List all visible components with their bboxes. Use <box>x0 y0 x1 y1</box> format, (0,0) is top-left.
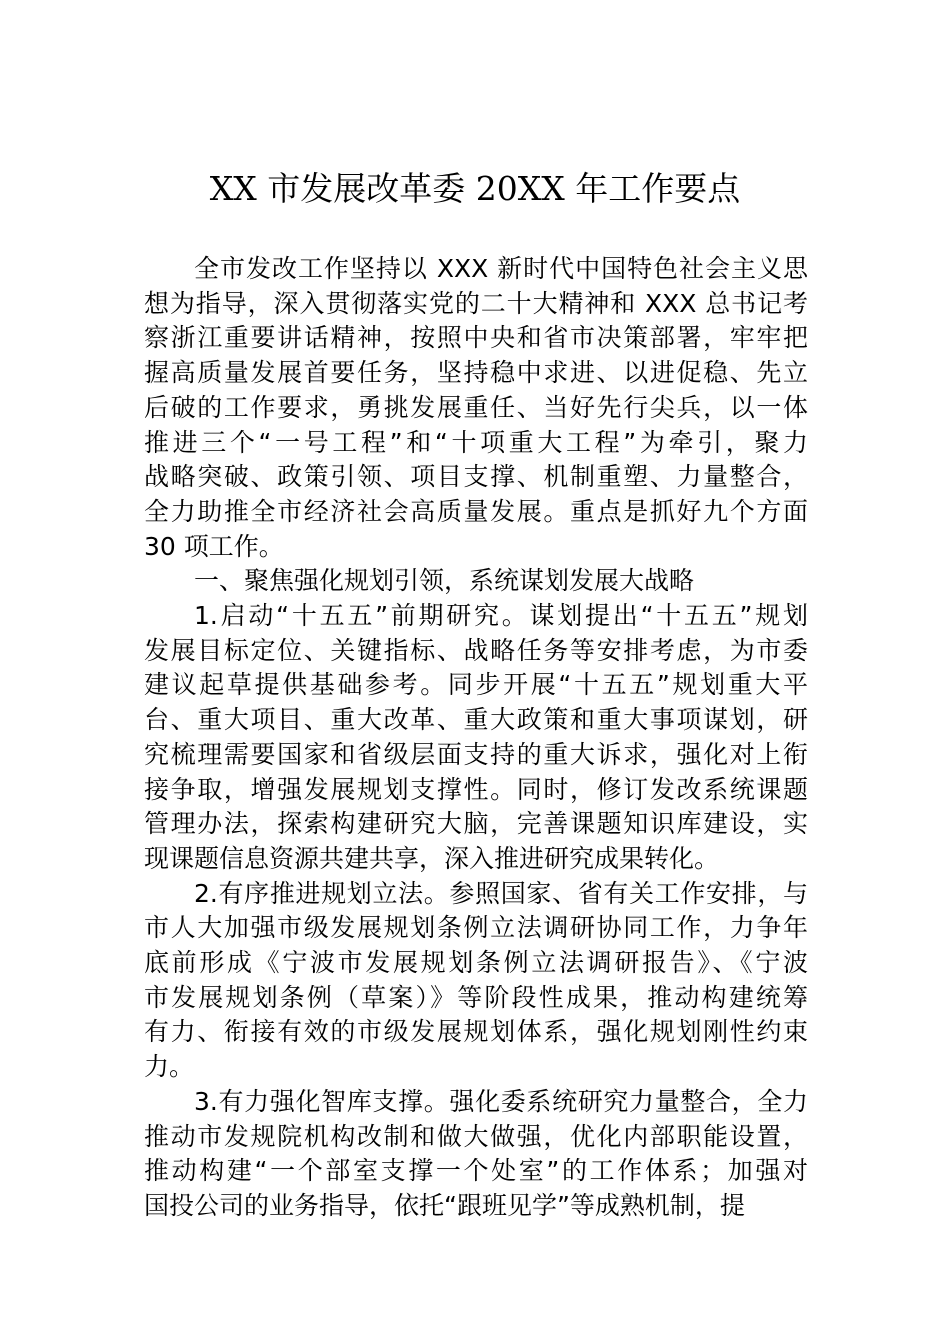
text-line: 1.启动“十五五”前期研究。谋划提出“十五五”规划 <box>194 601 808 631</box>
paragraph <box>144 599 808 877</box>
text-line: 建议起草提供基础参考。同步开展“十五五”规划重大平 <box>144 670 808 700</box>
text-line: 国投公司的业务指导，依托“跟班见学”等成熟机制，提 <box>144 1190 745 1220</box>
paragraph <box>144 252 808 564</box>
text-line: 力。 <box>144 1052 195 1082</box>
text-line: 察浙江重要讲话精神，按照中央和省市决策部署，牢牢把 <box>144 323 808 353</box>
paragraph <box>144 877 808 1085</box>
text-line: 推进三个“一号工程”和“十项重大工程”为牵引，聚力 <box>144 427 808 457</box>
text-line: 2.有序推进规划立法。参照国家、省有关工作安排，与 <box>194 878 808 908</box>
text-line: 底前形成《宁波市发展规划条例立法调研报告》、《宁波 <box>144 948 808 978</box>
text-line: 推动构建“一个部室支撑一个处室”的工作体系；加强对 <box>144 1156 808 1186</box>
text-line: 究梳理需要国家和省级层面支持的重大诉求，强化对上衔 <box>144 739 808 769</box>
text-line: 全力助推全市经济社会高质量发展。重点是抓好九个方面 <box>144 496 808 526</box>
text-line: 全市发改工作坚持以 XXX 新时代中国特色社会主义思 <box>194 254 808 283</box>
text-line: 一、聚焦强化规划引领，系统谋划发展大战略 <box>194 566 695 596</box>
text-line: 握高质量发展首要任务，坚持稳中求进、以进促稳、先立 <box>144 358 808 388</box>
text-line: 想为指导，深入贯彻落实党的二十大精神和 XXX 总书记考 <box>144 288 808 318</box>
text-line: 推动市发规院机构改制和做大做强，优化内部职能设置， <box>144 1121 808 1151</box>
text-line: 现课题信息资源共建共享，深入推进研究成果转化。 <box>144 843 720 873</box>
section-heading <box>144 564 808 599</box>
text-line: 发展目标定位、关键指标、战略任务等安排考虑，为市委 <box>144 635 808 665</box>
text-line: 30 项工作。 <box>144 531 284 561</box>
document-body <box>144 252 808 1224</box>
text-line: 3.有力强化智库支撑。强化委系统研究力量整合，全力 <box>194 1086 808 1116</box>
text-line: 台、重大项目、重大改革、重大政策和重大事项谋划，研 <box>144 705 808 735</box>
document-title: XX 市发展改革委 20XX 年工作要点 <box>209 169 741 208</box>
text-line: 管理办法，探索构建研究大脑，完善课题知识库建设，实 <box>144 809 808 839</box>
text-line: 有力、衔接有效的市级发展规划体系，强化规划刚性约束 <box>144 1017 808 1047</box>
paragraph <box>144 1085 808 1224</box>
text-line: 市人大加强市级发展规划条例立法调研协同工作，力争年 <box>144 913 808 943</box>
text-line: 接争取，增强发展规划支撑性。同时，修订发改系统课题 <box>144 774 808 804</box>
text-line: 后破的工作要求，勇挑发展重任、当好先行尖兵，以一体 <box>144 392 808 422</box>
text-line: 战略突破、政策引领、项目支撑、机制重塑、力量整合， <box>144 462 808 492</box>
text-line: 市发展规划条例（草案）》等阶段性成果，推动构建统筹 <box>144 982 808 1012</box>
